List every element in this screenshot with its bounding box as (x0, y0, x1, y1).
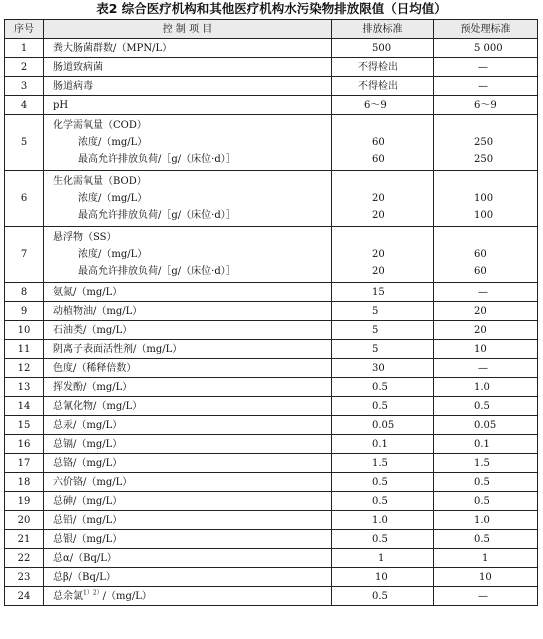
row-pretreat: 0.5 (434, 397, 538, 416)
row-pretreat: — (434, 359, 538, 378)
table-row (5, 302, 538, 321)
row-discharge: 0.5 (332, 378, 434, 397)
row-no: 8 (5, 283, 44, 302)
row-pretreat: — (434, 77, 538, 96)
table-row (5, 340, 538, 359)
row-no: 12 (5, 359, 44, 378)
row-pretreat: 0.5 (434, 473, 538, 492)
row-discharge: 5 (332, 321, 434, 340)
row-item: 色度/（稀释倍数） (44, 359, 332, 378)
table-row (5, 549, 538, 568)
row-discharge: 15 (332, 283, 434, 302)
row-no: 23 (5, 568, 44, 587)
row-no: 2 (5, 58, 44, 77)
row-discharge: 0.5 (332, 530, 434, 549)
row-pretreat: 1.5 (434, 454, 538, 473)
header-item: 控 制 项 目 (44, 20, 332, 39)
row-discharge-value: 60 (372, 137, 385, 148)
row-discharge: 不得检出 (332, 77, 434, 96)
table-row (5, 492, 538, 511)
table-header-row (5, 20, 538, 39)
row-pretreat: — (434, 283, 538, 302)
row-item: 挥发酚/（mg/L） (44, 378, 332, 397)
row-no: 6 (5, 171, 44, 227)
row-pretreat: 0.05 (434, 416, 538, 435)
row-discharge-value: 20 (372, 210, 385, 221)
table-row (5, 568, 538, 587)
row-discharge-value: 20 (372, 249, 385, 260)
row-no: 11 (5, 340, 44, 359)
table-caption: 表2 综合医疗机构和其他医疗机构水污染物排放限值（日均值） (96, 1, 447, 16)
row-pretreat: 20 (434, 302, 538, 321)
row-pretreat-value: 100 (474, 193, 494, 204)
table-row (5, 96, 538, 115)
row-no: 18 (5, 473, 44, 492)
row-subitem-load: 最高允许排放负荷/［g/（床位·d）］ (78, 210, 236, 221)
row-item: 总砷/（mg/L） (44, 492, 332, 511)
row-pretreat: 10 (434, 568, 538, 587)
row-discharge-group (332, 171, 434, 227)
table-row (5, 454, 538, 473)
row-discharge: 0.5 (332, 397, 434, 416)
table-row (5, 397, 538, 416)
row-no: 20 (5, 511, 44, 530)
row-pretreat-group (434, 115, 538, 171)
row-no: 13 (5, 378, 44, 397)
table-row (5, 435, 538, 454)
row-no: 19 (5, 492, 44, 511)
row-item: 总余氯 (53, 590, 83, 602)
row-discharge: 0.05 (332, 416, 434, 435)
row-pretreat: 6～9 (434, 96, 538, 115)
row-item: 悬浮物（SS） (53, 232, 117, 243)
table-row (5, 115, 538, 171)
row-pretreat: 1.0 (434, 511, 538, 530)
row-pretreat: 0.1 (434, 435, 538, 454)
row-item: 动植物油/（mg/L） (44, 302, 332, 321)
row-item: 总银/（mg/L） (44, 530, 332, 549)
row-discharge: 6～9 (332, 96, 434, 115)
row-pretreat-value: 60 (474, 249, 487, 260)
row-item: 生化需氧量（BOD） (53, 176, 147, 187)
row-no: 4 (5, 96, 44, 115)
row-no: 14 (5, 397, 44, 416)
row-item: 总β/（Bq/L） (44, 568, 332, 587)
row-pretreat-value: 250 (474, 154, 494, 165)
row-no: 15 (5, 416, 44, 435)
table-row (5, 378, 538, 397)
row-no: 10 (5, 321, 44, 340)
row-no: 3 (5, 77, 44, 96)
row-item-with-footnote (44, 587, 332, 606)
row-item-group (44, 115, 332, 171)
row-pretreat-value: 250 (474, 137, 494, 148)
row-pretreat: — (434, 58, 538, 77)
row-item: 粪大肠菌群数/（MPN/L） (44, 39, 332, 58)
row-discharge-value: 60 (372, 154, 385, 165)
row-discharge-value: 20 (372, 266, 385, 277)
row-no: 24 (5, 587, 44, 606)
row-subitem-load: 最高允许排放负荷/［g/（床位·d）］ (78, 154, 236, 165)
row-item: 六价铬/（mg/L） (44, 473, 332, 492)
row-subitem-concentration: 浓度/（mg/L） (78, 193, 148, 204)
table-row (5, 58, 538, 77)
table-row (5, 39, 538, 58)
row-item: 总α/（Bq/L） (44, 549, 332, 568)
row-pretreat: 1.0 (434, 378, 538, 397)
row-discharge-group (332, 115, 434, 171)
table-row (5, 473, 538, 492)
row-subitem-load: 最高允许排放负荷/［g/（床位·d）］ (78, 266, 236, 277)
row-no: 21 (5, 530, 44, 549)
table-row (5, 227, 538, 283)
row-item: 总铬/（mg/L） (44, 454, 332, 473)
row-discharge: 1.0 (332, 511, 434, 530)
table-row (5, 283, 538, 302)
row-pretreat: 20 (434, 321, 538, 340)
row-pretreat: 10 (434, 340, 538, 359)
table-row (5, 530, 538, 549)
row-discharge: 1 (332, 549, 434, 568)
table-row (5, 171, 538, 227)
table-row (5, 511, 538, 530)
row-pretreat-group (434, 171, 538, 227)
row-item: 氨氮/（mg/L） (44, 283, 332, 302)
row-subitem-concentration: 浓度/（mg/L） (78, 137, 148, 148)
row-no: 22 (5, 549, 44, 568)
row-item-group (44, 227, 332, 283)
row-discharge: 0.1 (332, 435, 434, 454)
row-item: 化学需氧量（COD） (53, 120, 147, 131)
row-no: 1 (5, 39, 44, 58)
row-pretreat: 0.5 (434, 492, 538, 511)
row-pretreat: — (434, 587, 538, 606)
row-no: 17 (5, 454, 44, 473)
footnote-marker: 1）2） (83, 589, 103, 597)
row-discharge: 10 (332, 568, 434, 587)
table-row (5, 321, 538, 340)
row-pretreat: 5 000 (434, 39, 538, 58)
row-discharge: 不得检出 (332, 58, 434, 77)
row-pretreat-group (434, 227, 538, 283)
header-pretreat: 预处理标准 (434, 20, 538, 39)
row-discharge: 0.5 (332, 587, 434, 606)
row-discharge: 0.5 (332, 473, 434, 492)
row-item: 总氰化物/（mg/L） (44, 397, 332, 416)
row-pretreat: 1 (434, 549, 538, 568)
row-no: 7 (5, 227, 44, 283)
row-no: 5 (5, 115, 44, 171)
row-item: 总铅/（mg/L） (44, 511, 332, 530)
row-item: 石油类/（mg/L） (44, 321, 332, 340)
row-subitem-concentration: 浓度/（mg/L） (78, 249, 148, 260)
row-pretreat: 0.5 (434, 530, 538, 549)
table-row (5, 359, 538, 378)
row-item: pH (44, 96, 332, 115)
row-no: 9 (5, 302, 44, 321)
row-discharge: 5 (332, 302, 434, 321)
table-row (5, 587, 538, 606)
row-item-unit: /（mg/L） (102, 590, 152, 602)
table-row (5, 77, 538, 96)
row-discharge: 5 (332, 340, 434, 359)
row-item: 总镉/（mg/L） (44, 435, 332, 454)
row-pretreat-value: 60 (474, 266, 487, 277)
row-pretreat-value: 100 (474, 210, 494, 221)
row-discharge: 0.5 (332, 492, 434, 511)
header-discharge: 排放标准 (332, 20, 434, 39)
row-item-group (44, 171, 332, 227)
row-discharge-group (332, 227, 434, 283)
row-item: 肠道病毒 (44, 77, 332, 96)
header-no: 序号 (5, 20, 44, 39)
row-discharge: 500 (332, 39, 434, 58)
row-item: 肠道致病菌 (44, 58, 332, 77)
row-no: 16 (5, 435, 44, 454)
table-row (5, 416, 538, 435)
discharge-limits-table (4, 19, 538, 606)
row-item: 阴离子表面活性剂/（mg/L） (44, 340, 332, 359)
row-discharge-value: 20 (372, 193, 385, 204)
row-item: 总汞/（mg/L） (44, 416, 332, 435)
row-discharge: 30 (332, 359, 434, 378)
row-discharge: 1.5 (332, 454, 434, 473)
